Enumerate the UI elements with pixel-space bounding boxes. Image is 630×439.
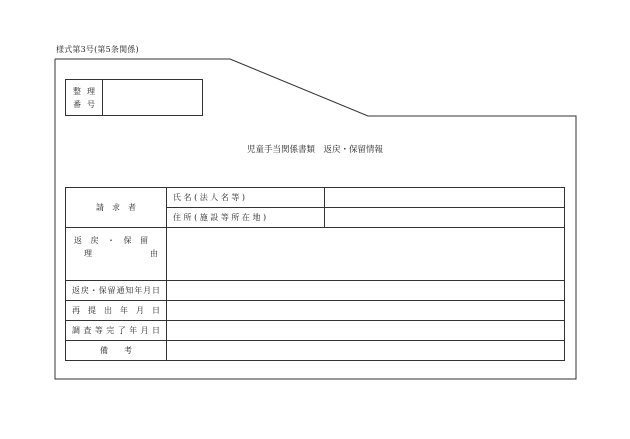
address-label: 住 所 ( 施 設 等 所 在 地 ) — [167, 208, 325, 228]
investigation-date-label: 調査等完了年月日 — [66, 321, 167, 341]
reason-label — [66, 228, 167, 281]
reference-label-line1: 整理 — [73, 86, 101, 96]
reference-number-box — [65, 79, 203, 116]
name-field[interactable] — [325, 188, 565, 208]
form-id: 様式第3号(第5条関係) — [56, 45, 139, 54]
notice-date-label: 返戻・保留通知年月日 — [66, 281, 167, 301]
notice-date-field[interactable] — [167, 281, 565, 301]
reference-number-label — [66, 80, 103, 115]
remarks-row — [66, 341, 565, 361]
reason-label-ri: 理 — [84, 249, 92, 258]
reason-field[interactable] — [167, 228, 565, 281]
resubmit-date-field[interactable] — [167, 301, 565, 321]
reason-label-line1: 返戻・保留 — [74, 236, 148, 245]
claimant-label: 請 求 者 — [66, 188, 167, 228]
info-table — [65, 187, 565, 361]
reason-row — [66, 228, 565, 281]
notice-date-row — [66, 281, 565, 301]
reference-label-line2: 番号 — [73, 99, 101, 109]
resubmit-date-row — [66, 301, 565, 321]
investigation-date-row — [66, 321, 565, 341]
remarks-label: 備 考 — [66, 341, 167, 361]
remarks-field[interactable] — [167, 341, 565, 361]
name-row — [66, 188, 565, 208]
name-label: 氏 名 ( 法 人 名 等 ) — [167, 188, 325, 208]
reason-label-line2 — [74, 247, 158, 260]
reference-number-field[interactable] — [103, 80, 202, 115]
resubmit-date-label: 再提出年月日 — [66, 301, 167, 321]
document-title: 児童手当関係書類 返戻・保留情報 — [246, 145, 383, 155]
address-field[interactable] — [325, 208, 565, 228]
investigation-date-field[interactable] — [167, 321, 565, 341]
reason-label-yu: 由 — [150, 249, 158, 258]
